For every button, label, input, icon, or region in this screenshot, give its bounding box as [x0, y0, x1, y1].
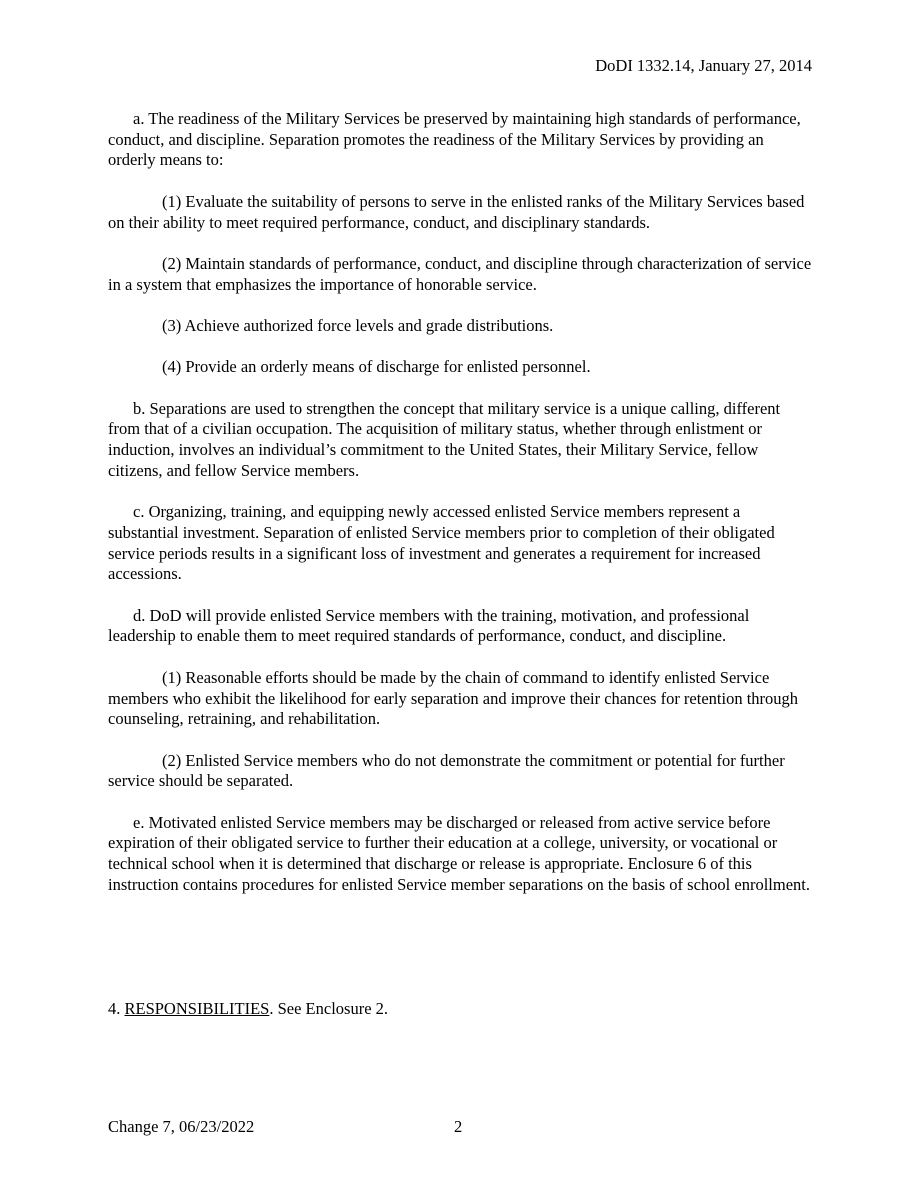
paragraph-d: d. DoD will provide enlisted Service members with the training, motivation, and professional leadership to enable them to meet required standards of performance, conduct, and discipline.: [108, 605, 750, 646]
paragraph-d2: (2) Enlisted Service members who do not demonstrate the commitment or potential for further service should be separated.: [108, 750, 785, 791]
paragraph-a4: (4) Provide an orderly means of discharge for enlisted personnel.: [162, 357, 591, 377]
paragraph-e: e. Motivated enlisted Service members may be discharged or released from active service before expiration of their obligated service to further their education at a college, university, or vocational or technical school when it is determined that discharge or release is appropriate. Enclosure 6 of this instruction contains procedures for enlisted Service member separations on the basis of school enrollment.: [108, 812, 810, 894]
paragraph-a1: (1) Evaluate the suitability of persons to serve in the enlisted ranks of the Military Services based on their ability to meet required performance, conduct, and disciplinary standards.: [108, 191, 805, 232]
section-number: 4.: [108, 999, 121, 1018]
section-text: . See Enclosure 2.: [269, 999, 389, 1018]
footer-change: Change 7, 06/23/2022: [108, 1117, 255, 1136]
paragraph-a3: (3) Achieve authorized force levels and grade distributions.: [162, 315, 554, 335]
document-header: DoDI 1332.14, January 27, 2014: [595, 56, 812, 75]
section-4-responsibilities: [108, 999, 813, 1020]
footer-page-number: 2: [454, 1117, 463, 1136]
paragraph-a: a. The readiness of the Military Services be preserved by maintaining high standards of performance, conduct, and discipline. Separation promotes the readiness of the Military Services by providing an orderly means to:: [108, 109, 801, 170]
paragraph-d1: (1) Reasonable efforts should be made by the chain of command to identify enlisted Service members who exhibit the likelihood for early separation and improve their chances for retention through counseling, retraining, and rehabilitation.: [108, 667, 799, 729]
section-title: RESPONSIBILITIES: [124, 999, 270, 1018]
paragraph-c: c. Organizing, training, and equipping newly accessed enlisted Service members represent a substantial investment. Separation of enlisted Service members prior to completion of their obligated service periods results in a significant loss of investment and generates a requirement for increased accessions.: [108, 502, 775, 584]
document-body: [108, 109, 813, 916]
paragraph-b: b. Separations are used to strengthen the concept that military service is a unique calling, different from that of a civilian occupation. The acquisition of military status, whether through enlistment or induction, involves an individual’s commitment to the United States, their Military Service, fellow citizens, and fellow Service members.: [108, 398, 781, 480]
paragraph-a2: (2) Maintain standards of performance, conduct, and discipline through characterization of service in a system that emphasizes the importance of honorable service.: [108, 253, 812, 294]
